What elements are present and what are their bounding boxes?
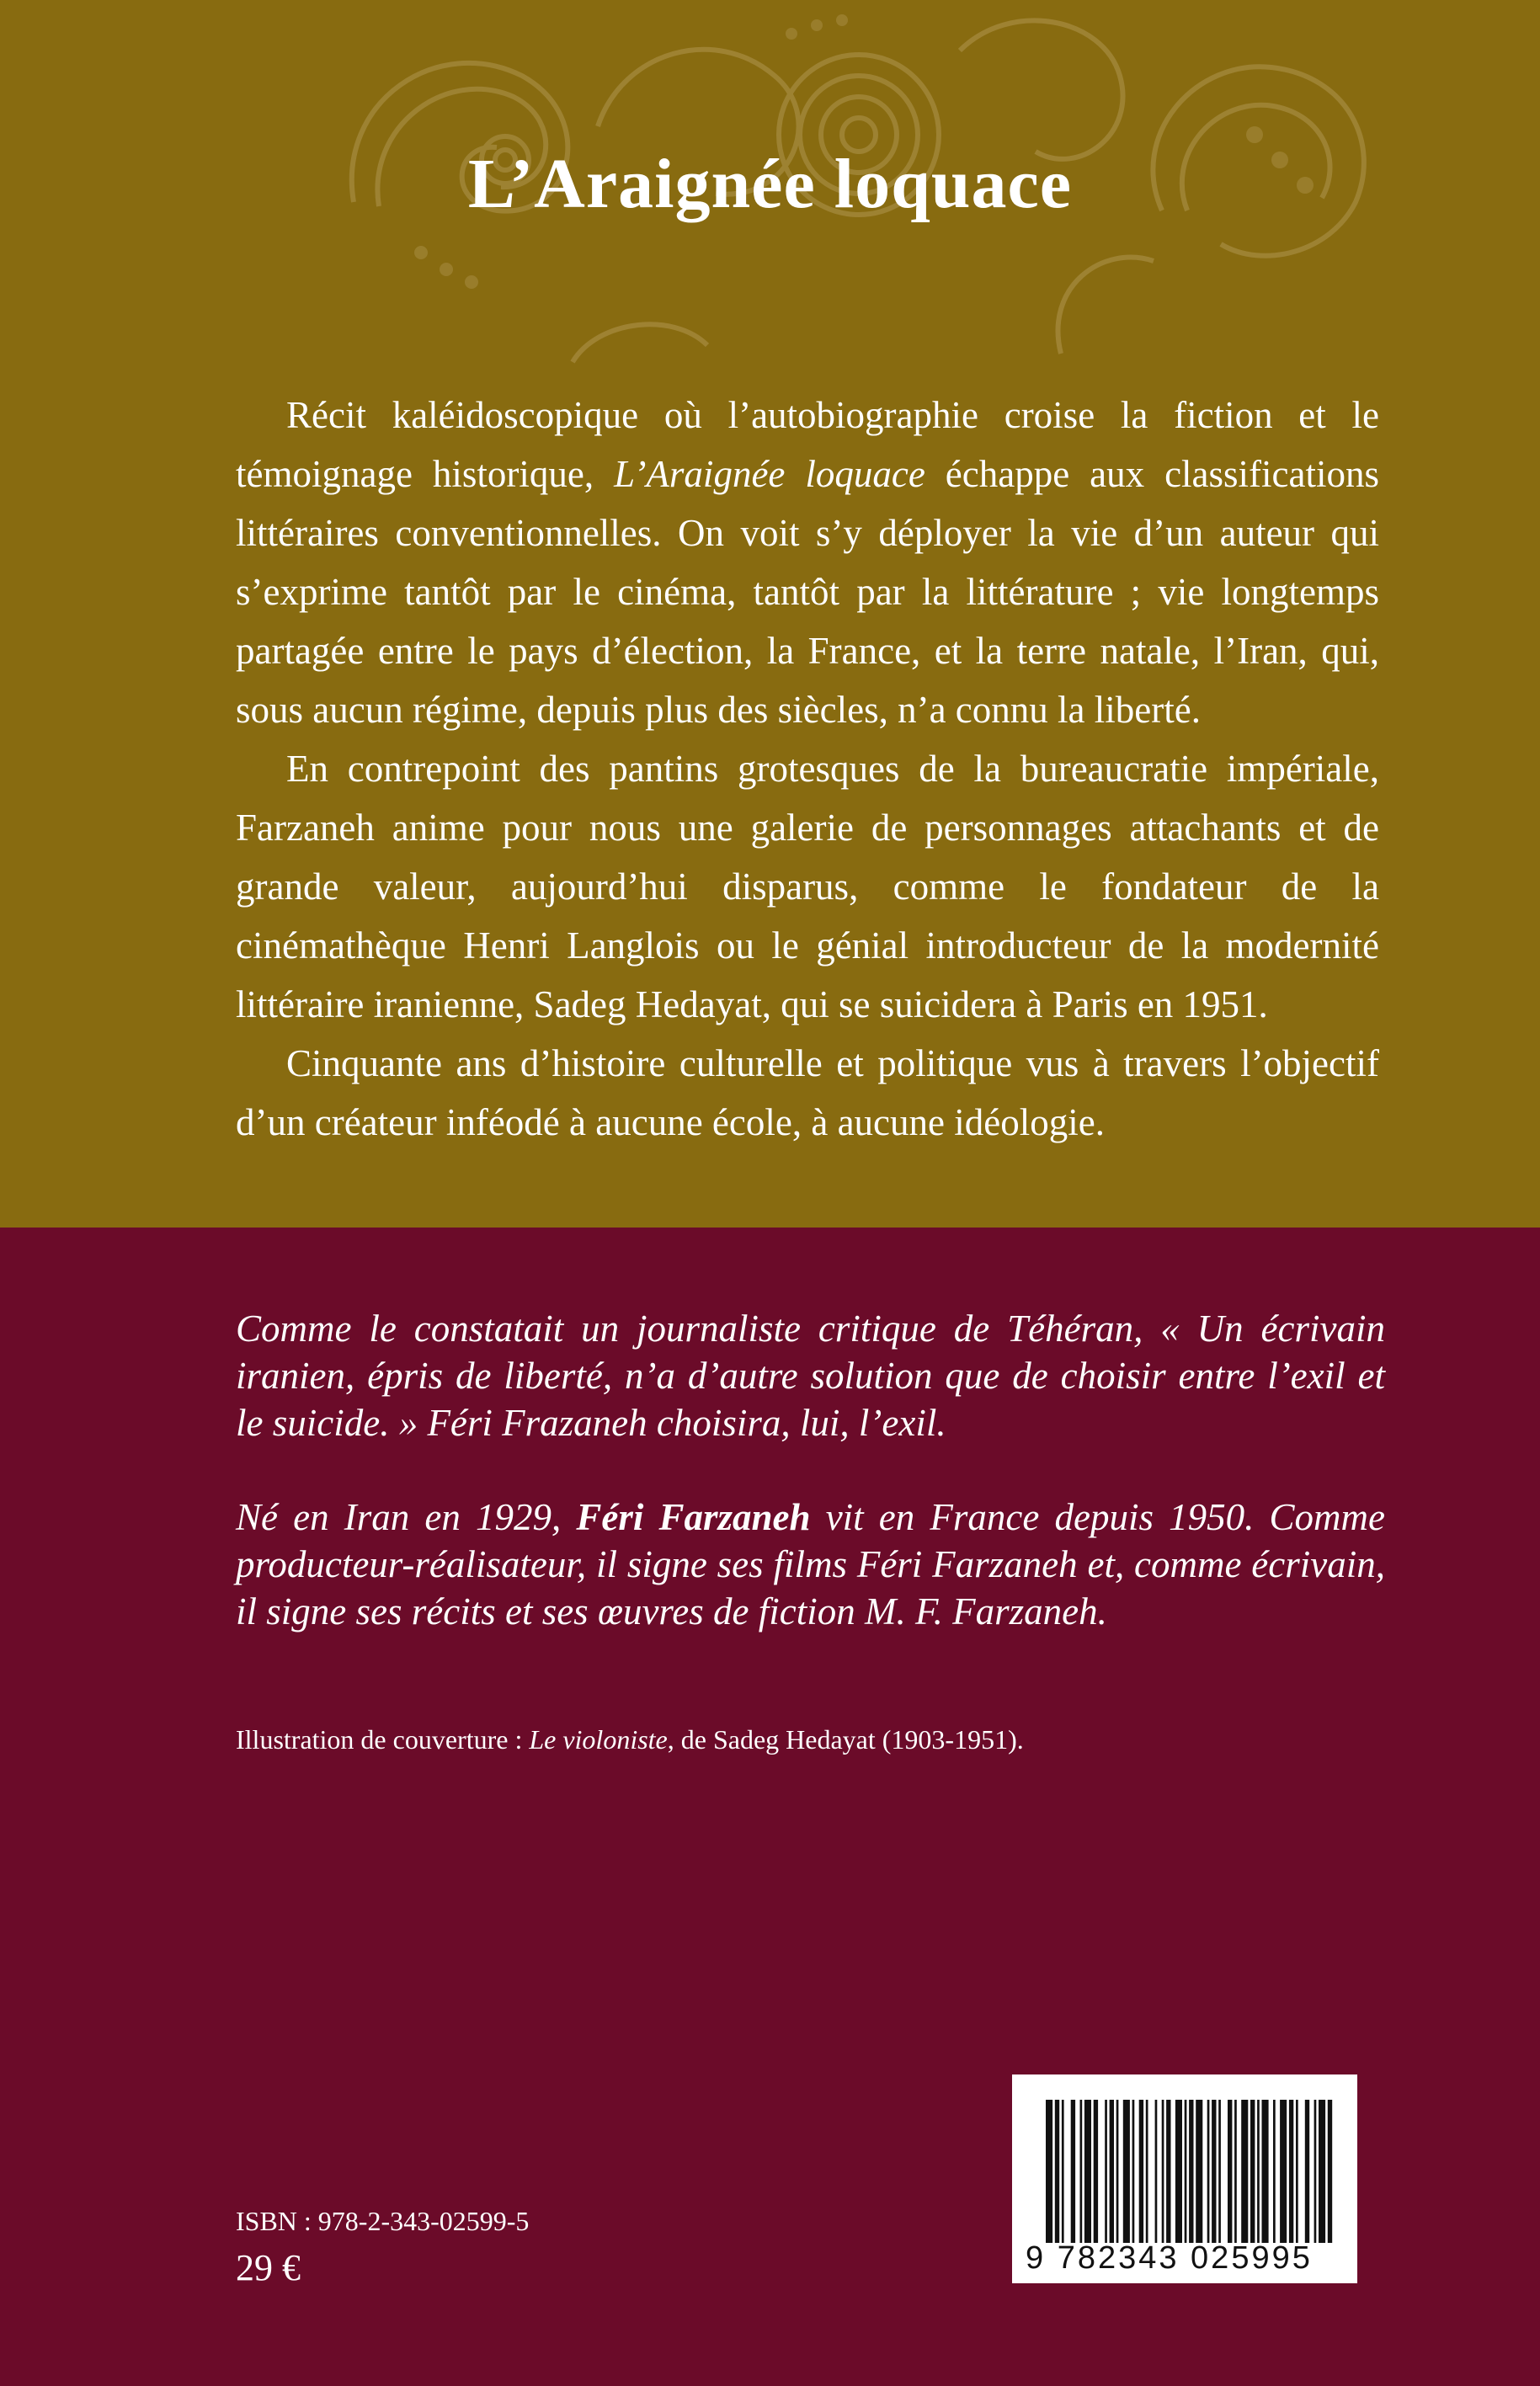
barcode-bar — [1257, 2100, 1260, 2243]
barcode-bar — [1273, 2100, 1276, 2243]
barcode-bar — [1146, 2100, 1148, 2243]
barcode-bar — [1228, 2100, 1232, 2243]
barcode-digits: 9 782343 025995 — [1026, 2240, 1313, 2276]
author-bio — [236, 1494, 1385, 1635]
barcode — [1012, 2074, 1357, 2283]
barcode-bar — [1289, 2100, 1293, 2243]
barcode-bar — [1062, 2100, 1064, 2243]
barcode-bar — [1094, 2100, 1098, 2243]
author-bio-end: vit en France depuis 1950. Comme producteur-réalisateur, il signe ses films Féri Farzaneh et, comme écrivain, il signe ses récits et ses œuvres de fiction M. F. Farzaneh. — [236, 1496, 1385, 1632]
barcode-bar — [1166, 2100, 1170, 2243]
barcode-bar — [1305, 2100, 1309, 2243]
barcode-bar — [1162, 2100, 1164, 2243]
barcode-bar — [1080, 2100, 1083, 2243]
price: 29 € — [236, 2247, 301, 2288]
barcode-bar — [1189, 2100, 1193, 2243]
author-name: Féri Farzaneh — [576, 1496, 811, 1538]
credit-work-title: Le violoniste — [529, 1724, 668, 1755]
author-bio-start: Né en Iran en 1929, — [236, 1496, 577, 1538]
barcode-bar — [1250, 2100, 1255, 2243]
barcode-bar — [1139, 2100, 1143, 2243]
barcode-bar — [1105, 2100, 1107, 2243]
blurb-title-reference: L’Araignée loquace — [614, 453, 925, 495]
blurb-paragraph-3: Cinquante ans d’histoire culturelle et politique vus à travers l’objectif d’un créateur inféodé à aucune école, à aucune idéologie. — [236, 1042, 1379, 1143]
barcode-bar — [1071, 2100, 1075, 2243]
barcode-bar — [1280, 2100, 1287, 2243]
blurb — [236, 386, 1379, 1152]
credit-suffix: , de Sadeg Hedayat (1903-1951). — [667, 1724, 1024, 1755]
barcode-bar — [1123, 2100, 1130, 2243]
barcode-bar — [1262, 2100, 1269, 2243]
barcode-bar — [1218, 2100, 1221, 2243]
isbn: ISBN : 978-2-343-02599-5 — [236, 2206, 530, 2236]
blurb-paragraph-2: En contrepoint des pantins grotesques de la bureaucratie impériale, Farzaneh anime pour nous une galerie de personnages attachants et de grande valeur, aujourd’hui disparus, comme le fondateur de la cinémathèque Henri Langlois ou le génial introducteur de la modernité littéraire iranienne, Sadeg Hedayat, qui se suicidera à Paris en 1951. — [236, 748, 1379, 1025]
author-section — [236, 1305, 1385, 1682]
barcode-bar — [1185, 2100, 1187, 2243]
barcode-bar — [1116, 2100, 1119, 2243]
barcode-bar — [1328, 2100, 1332, 2243]
barcode-bar — [1175, 2100, 1182, 2243]
blurb-p1-end: échappe aux classifications littéraires conventionnelles. On voit s’y déployer la vie d’un auteur qui s’exprime tantôt par le cinéma, tantôt par la littérature ; vie longtemps partagée entre le pays d’élection, la France, et la terre natale, l’Iran, qui, sous aucun régime, depuis plus des siècles, n’a connu la liberté. — [236, 453, 1380, 731]
barcode-bar — [1241, 2100, 1248, 2243]
barcode-bar — [1234, 2100, 1237, 2243]
blurb-paragraph-1 — [236, 386, 1379, 739]
barcode-bar — [1207, 2100, 1210, 2243]
barcode-bar — [1055, 2100, 1059, 2243]
barcode-bar — [1314, 2100, 1317, 2243]
barcode-bar — [1319, 2100, 1325, 2243]
barcode-bar — [1084, 2100, 1091, 2243]
barcode-bar — [1196, 2100, 1202, 2243]
illustration-credit — [236, 1723, 1024, 1756]
book-title: L’Araignée loquace — [467, 145, 1073, 223]
credit-prefix: Illustration de couverture : — [236, 1724, 530, 1755]
blurb-p1-start: Récit kaléidoscopique où l’autobiographie croise la fiction et le témoignage historique, — [236, 394, 1379, 495]
barcode-bar — [1110, 2100, 1114, 2243]
barcode-bar — [1212, 2100, 1216, 2243]
critic-quote: Comme le constatait un journaliste critique de Téhéran, « Un écrivain iranien, épris de liberté, n’a d’autre solution que de choisir entre l’exil et le suicide. » Féri Frazaneh choisira, lui, l’exil. — [236, 1308, 1385, 1444]
barcode-bar — [1155, 2100, 1158, 2243]
barcode-bar — [1296, 2100, 1298, 2243]
barcode-bar — [1046, 2100, 1052, 2243]
barcode-bar — [1132, 2100, 1135, 2243]
